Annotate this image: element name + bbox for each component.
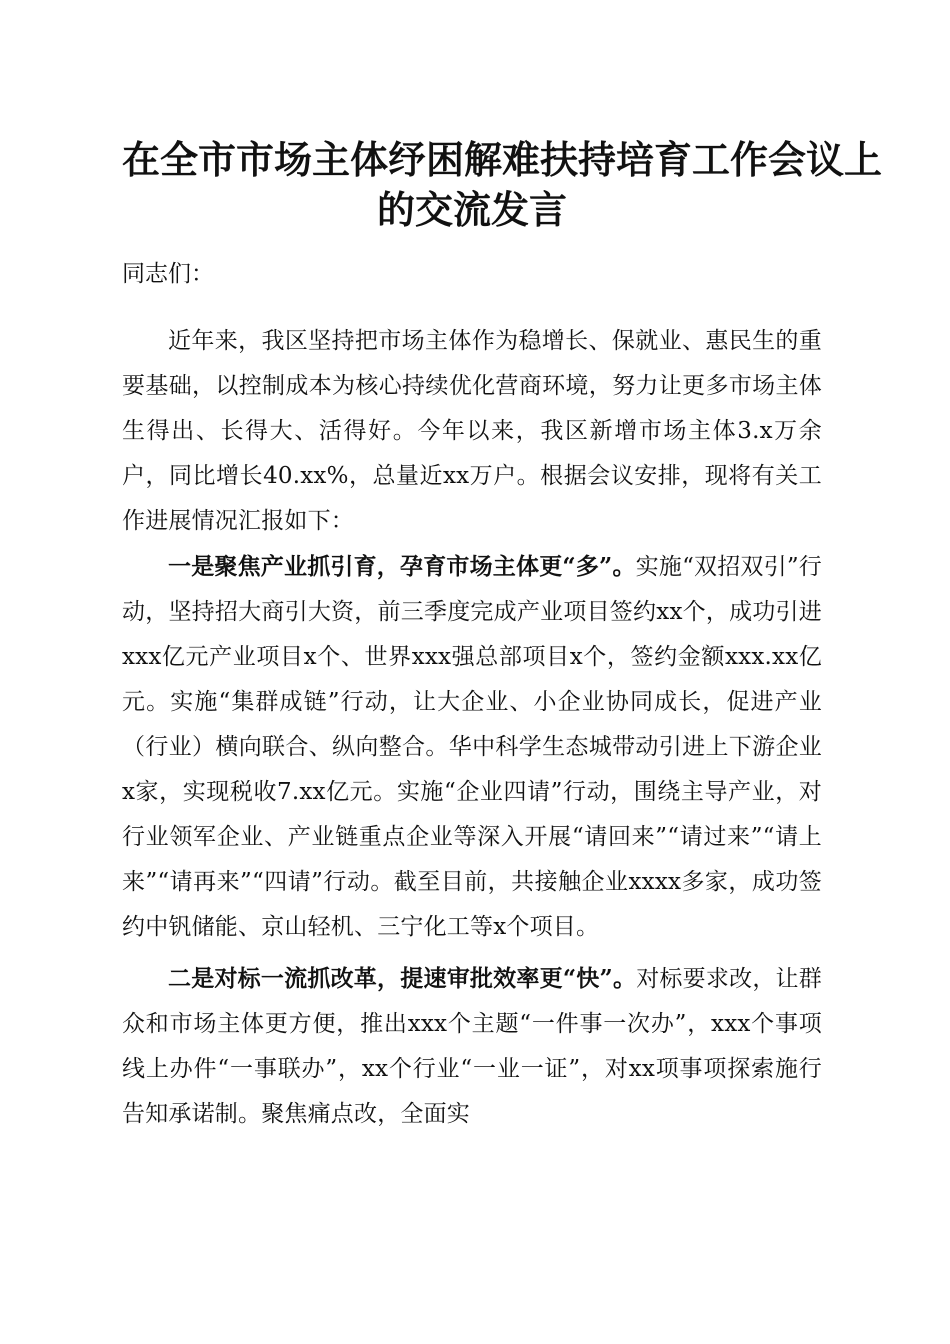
salutation: 同志们： [122, 261, 214, 287]
section-2-heading: 二是对标一流抓改革，提速审批效率更“快”。 [168, 965, 637, 992]
document-body [122, 319, 822, 1137]
paragraph-text: 实施“双招双引”行动，坚持招大商引大资，前三季度完成产业项目签约xx个，成功引进xxx亿元产业项目x个、世界xxx强总部项目x个，签约金额xxx.xx亿元。实施“集群成链”行动，让大企业、小企业协同成长，促进产业（行业）横向联合、纵向整合。华中科学生态城带动引进上下游企业x家，实现税收7.xx亿元。实施“企业四请”行动，围绕主导产业，对行业领军企业、产业链重点企业等深入开展“请回来”“请过来”“请上来”“请再来”“四请”行动。截至目前，共接触企业xxxx多家，成功签约中钒储能、京山轻机、三宁化工等x个项目。 [122, 554, 822, 940]
paragraph-section-2 [122, 956, 822, 1137]
section-1-heading: 一是聚焦产业抓引育，孕育市场主体更“多”。 [168, 553, 636, 580]
document-page [122, 0, 883, 1127]
paragraph-text: 对标要求改，让群众和市场主体更方便，推出xxx个主题“一件事一次办”，xxx个事项线上办件“一事联办”，xx个行业“一业一证”，对xx项事项探索施行告知承诺制。聚焦痛点改，全面实 [122, 966, 822, 1127]
title-line-2: 的交流发言 [376, 187, 567, 232]
paragraph-section-1 [122, 544, 822, 950]
document-title [122, 0, 883, 235]
title-line-1: 在全市市场主体纾困解难扶持培育工作会议上 [122, 137, 883, 182]
paragraph-text: 近年来，我区坚持把市场主体作为稳增长、保就业、惠民生的重要基础，以控制成本为核心持续优化营商环境，努力让更多市场主体生得出、长得大、活得好。今年以来，我区新增市场主体3.x万余户，同比增长40.xx%，总量近xx万户。根据会议安排，现将有关工作进展情况汇报如下： [122, 328, 822, 534]
paragraph-intro [122, 319, 822, 544]
